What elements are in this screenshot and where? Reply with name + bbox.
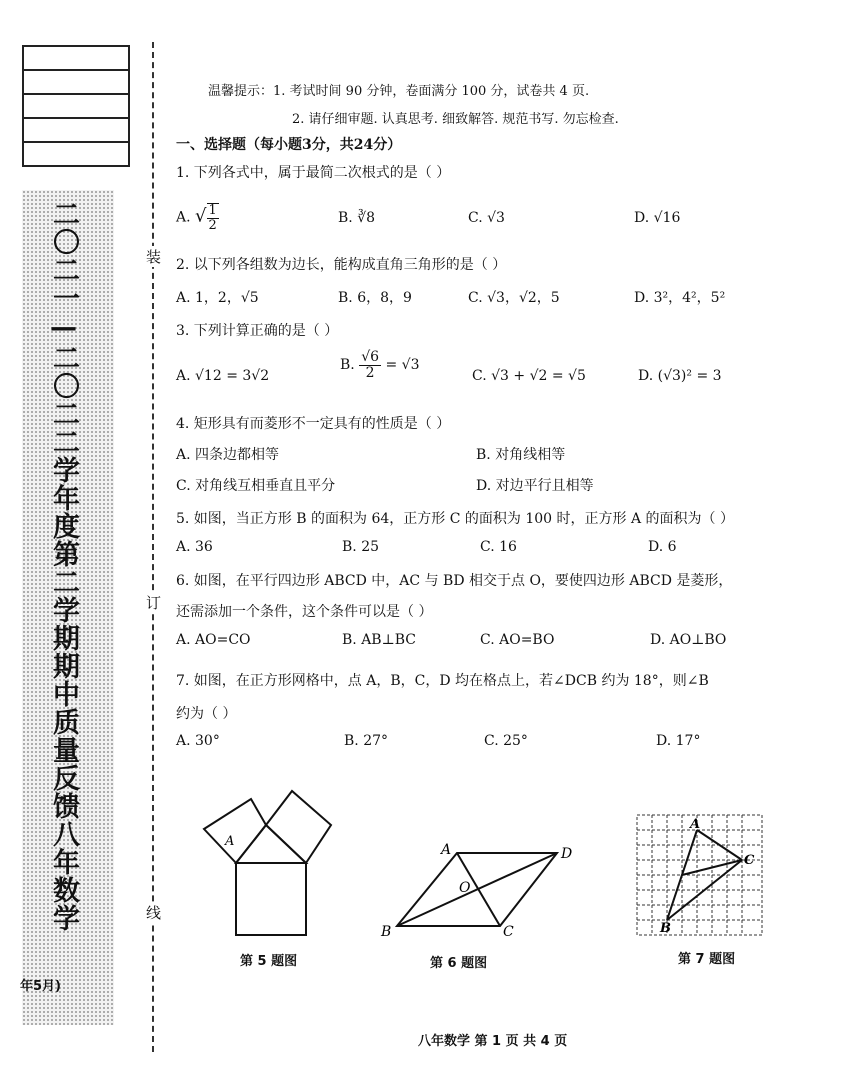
q3-option-c: C. √3 + √2 = √5 <box>472 368 586 384</box>
q1-a-num: 1 <box>208 203 217 218</box>
q7-option-a: A. 30° <box>176 733 220 749</box>
q3-b-fraction <box>359 350 381 380</box>
q1-option-d: D. √16 <box>634 210 681 226</box>
q1-option-c: C. √3 <box>468 210 505 226</box>
fig7-label-c: C <box>744 853 755 868</box>
q3-b-num: √6 <box>361 349 380 365</box>
figure-5 <box>196 785 346 945</box>
q2-option-d: D. 3²，4²，5² <box>634 290 726 306</box>
square-c <box>266 791 331 863</box>
q7-option-d: D. 17° <box>656 733 701 749</box>
q4-option-b: B. 对角线相等 <box>476 447 566 463</box>
q2-option-a: A. 1，2，√5 <box>176 290 259 306</box>
fig6-label-a: A <box>441 842 452 858</box>
q6-option-a: A. AO=CO <box>176 632 251 648</box>
fig5-caption: 第 5 题图 <box>240 954 298 969</box>
sqrt-symbol: √ <box>195 205 207 227</box>
q1-a-label: A. <box>176 209 191 226</box>
right-triangle <box>236 825 306 863</box>
q1-option-a <box>176 203 219 232</box>
q2-stem: 2. 以下列各组数为边长，能构成直角三角形的是（ ） <box>176 257 507 273</box>
exam-vertical-title: 二〇二一—二〇二二学年度第二学期期中质量反馈八年数学 <box>48 200 79 932</box>
q4-option-c: C. 对角线互相垂直且平分 <box>176 478 336 494</box>
q1-option-b: B. ∛8 <box>338 210 376 226</box>
q3-option-a: A. √12 = 3√2 <box>176 368 270 384</box>
page-footer: 八年数学 第 1 页 共 4 页 <box>418 1034 568 1049</box>
fig7-grid <box>637 815 762 935</box>
q2-option-c: C. √3，√2，5 <box>468 290 560 306</box>
figure-6 <box>375 838 585 943</box>
fig6-label-b: B <box>381 924 392 940</box>
q1-a-den: 2 <box>208 217 217 233</box>
q6-option-b: B. AB⊥BC <box>342 632 417 648</box>
q3-b-label: B. <box>340 357 355 374</box>
figure-7 <box>632 810 767 940</box>
q4-option-d: D. 对边平行且相等 <box>476 478 594 494</box>
q1-a-fraction <box>207 203 219 232</box>
margin-mark-xian: 线 <box>146 904 162 922</box>
q4-stem: 4. 矩形具有而菱形不一定具有的性质是（ ） <box>176 416 451 432</box>
q3-b-den: 2 <box>365 364 375 381</box>
q7-stem-line-1: 7. 如图，在正方形网格中，点 A，B，C，D 均在格点上，若∠DCB 约为 18°，则∠B <box>176 673 709 689</box>
q3-stem: 3. 下列计算正确的是（ ） <box>176 323 339 339</box>
q5-option-d: D. 6 <box>648 539 677 555</box>
q5-stem: 5. 如图，当正方形 B 的面积为 64，正方形 C 的面积为 100 时，正方形 A 的面积为（ ） <box>176 511 734 527</box>
margin-mark-zhuang: 装 <box>146 248 162 266</box>
q3-b-rest: = √3 <box>385 357 420 374</box>
square-a <box>204 799 266 863</box>
margin-mark-ding: 订 <box>146 594 162 612</box>
q5-option-a: A. 36 <box>176 539 213 555</box>
fig7-label-b: B <box>660 921 671 936</box>
tip-line-2: 2. 请仔细审题. 认真思考. 细致解答. 规范书写. 勿忘检查. <box>292 112 619 127</box>
q3-option-b <box>340 350 420 380</box>
q6-option-c: C. AO=BO <box>480 632 555 648</box>
fig6-label-c: C <box>503 924 514 940</box>
q5-option-c: C. 16 <box>480 539 517 555</box>
q2-option-b: B. 6，8，9 <box>338 290 412 306</box>
q7-option-c: C. 25° <box>484 733 528 749</box>
fig6-label-d: D <box>561 846 573 862</box>
q7-stem-line-2: 约为（ ） <box>176 706 237 722</box>
q5-option-b: B. 25 <box>342 539 380 555</box>
fig7-caption: 第 7 题图 <box>678 952 736 967</box>
square-b <box>236 863 306 935</box>
q1-stem: 1. 下列各式中，属于最简二次根式的是（ ） <box>176 165 451 181</box>
fig6-label-o: O <box>459 880 471 896</box>
q6-option-d: D. AO⊥BO <box>650 632 727 648</box>
fig5-label-a: A <box>225 834 235 849</box>
q6-stem-line-1: 6. 如图，在平行四边形 ABCD 中，AC 与 BD 相交于点 O，要使四边形 ABCD 是菱形， <box>176 573 733 589</box>
binding-dashed-line <box>152 42 154 1052</box>
section-title: 一、选择题（每小题3分，共24分） <box>176 137 402 153</box>
fig7-label-a: A <box>690 817 701 832</box>
q4-option-a: A. 四条边都相等 <box>176 447 280 463</box>
fig6-caption: 第 6 题图 <box>430 956 488 971</box>
diagonal-bd <box>397 853 557 926</box>
q3-option-d: D. (√3)² = 3 <box>638 368 722 384</box>
q7-option-b: B. 27° <box>344 733 389 749</box>
exam-date-note: 年5月) <box>20 979 61 994</box>
student-info-box <box>22 45 130 167</box>
q6-stem-line-2: 还需添加一个条件，这个条件可以是（ ） <box>176 604 433 620</box>
tip-line-1: 温馨提示：1. 考试时间 90 分钟，卷面满分 100 分，试卷共 4 页. <box>208 84 590 99</box>
